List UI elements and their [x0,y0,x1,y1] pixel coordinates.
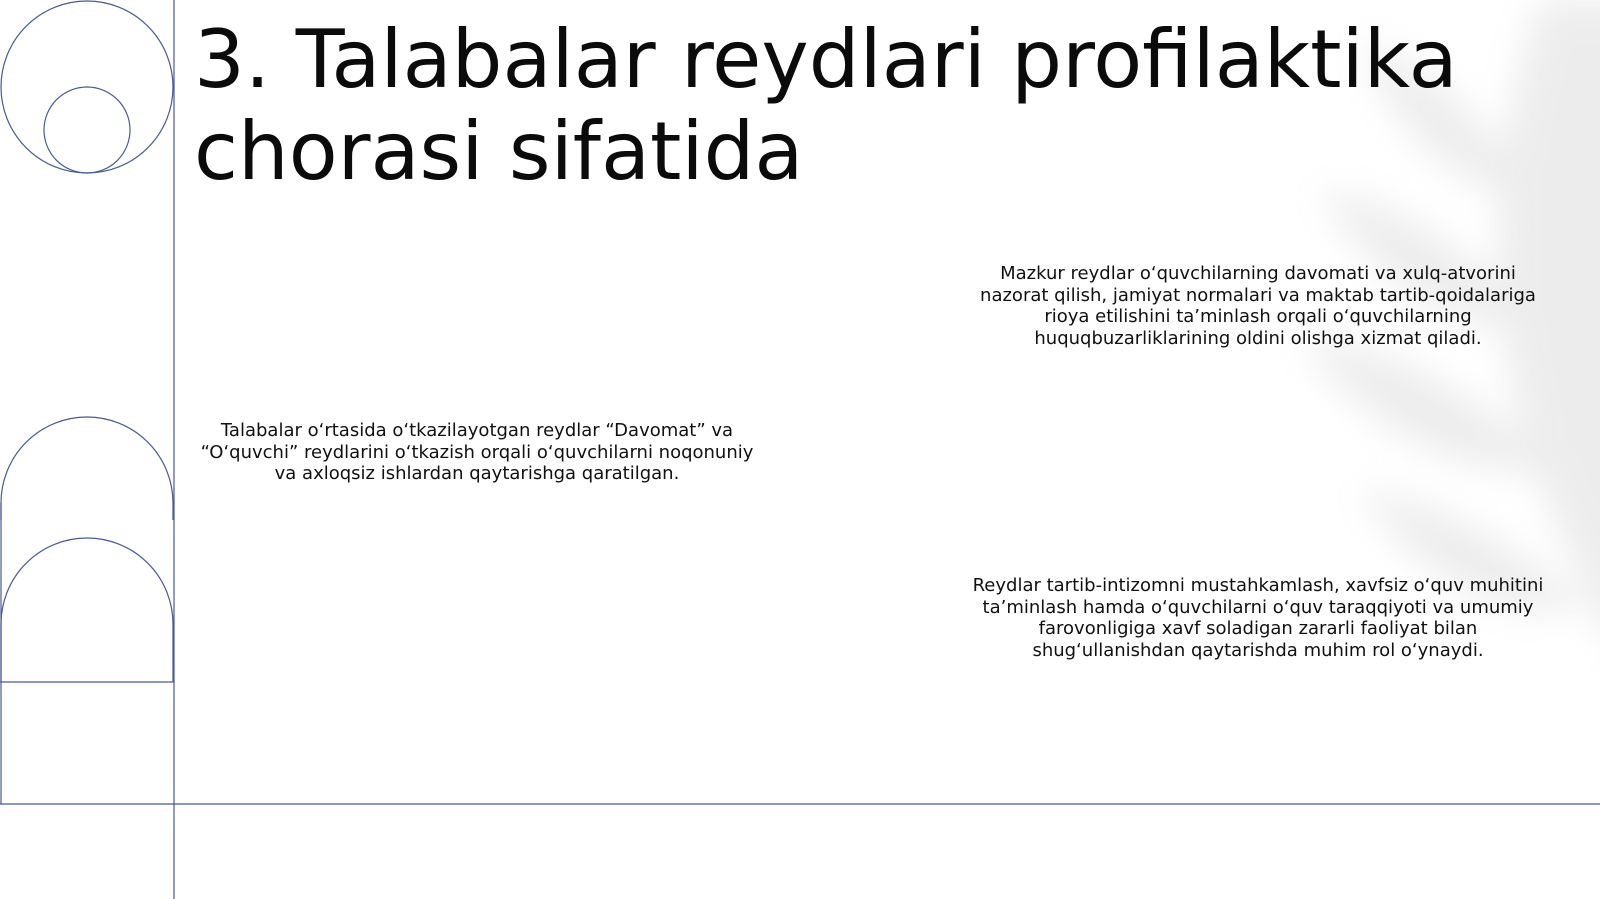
paragraph-right-bottom: Reydlar tartib-intizomni mustahkamlash, xavfsiz o‘quv muhitini ta’minlash hamda o‘quvchilarni o‘quv taraqqiyoti va umumiy farovonligiga xavf soladigan zararli faoliyat bilan shug‘ullanishdan qaytarishda muhim rol o‘ynaydi. [972,575,1544,661]
paragraph-right-top: Mazkur reydlar o‘quvchilarning davomati va xulq-atvorini nazorat qilish, jamiyat normalari va maktab tartib-qoidalariga rioya etilishini ta’minlash orqali o‘quvchilarning huquqbuzarliklarining oldini olishga xizmat qiladi. [980,263,1536,349]
arch-top-icon [1,417,173,520]
small-circle-icon [44,87,130,173]
paragraph-left: Talabalar o‘rtasida o‘tkazilayotgan reydlar “Davomat” va “O‘quvchi” reydlarini o‘tkazish orqali o‘quvchilarni noqonuniy va axloqsiz ishlardan qaytarishga qaratilgan. [200,420,754,484]
arch-bottom-icon [1,538,173,682]
slide-title: 3. Talabalar reydlari profilaktika chorasi sifatida [194,13,1458,198]
